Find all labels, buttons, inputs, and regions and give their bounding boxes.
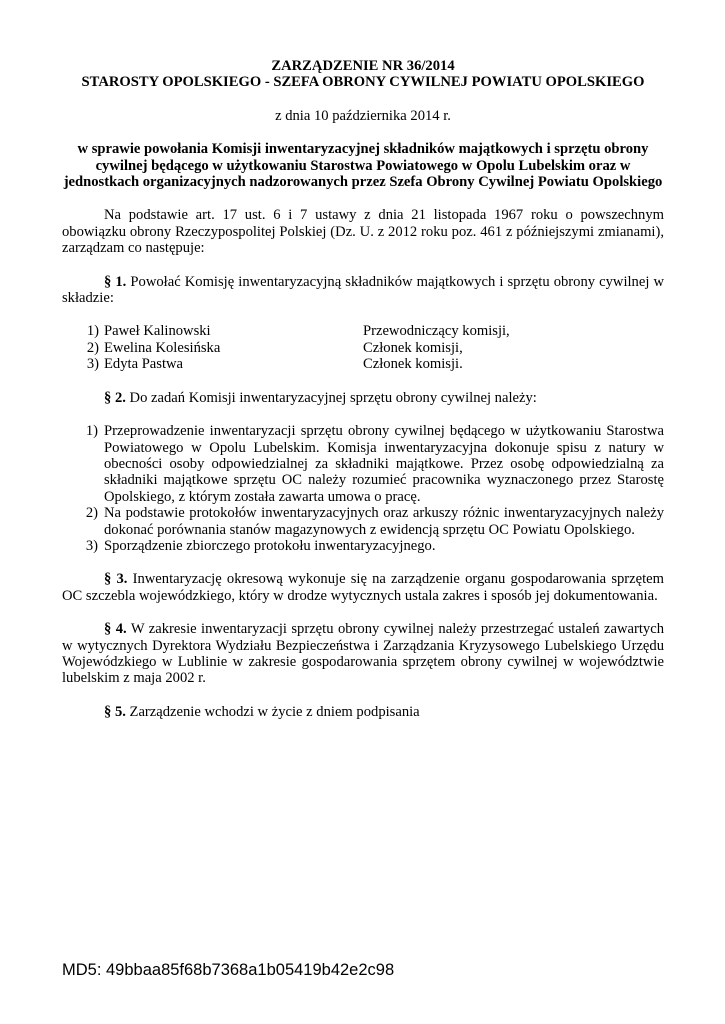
title-line-1: ZARZĄDZENIE NR 36/2014 (271, 58, 455, 74)
task-text: Sporządzenie zbiorczego protokołu inwentaryzacyjnego. (104, 537, 436, 554)
section-4 (62, 621, 664, 687)
section-2 (62, 390, 664, 406)
document-page (62, 58, 664, 720)
commission-tasks (62, 423, 664, 554)
section-4-label: § 4. (104, 621, 127, 638)
section-2-text: Do zadań Komisji inwentaryzacyjnej sprzętu obrony cywilnej należy: (125, 389, 537, 406)
committee-members (62, 323, 664, 372)
member-role: Członek komisji, (363, 339, 463, 356)
section-5-text: Zarządzenie wchodzi w życie z dniem podpisania (125, 703, 420, 720)
member-role: Przewodniczący komisji, (363, 323, 510, 340)
section-3 (62, 571, 664, 604)
task-text: Przeprowadzenie inwentaryzacji sprzętu obrony cywilnej będącego w użytkowaniu Starostwa Powiatowego w Opolu Lubelskim. Komisja inwentaryzacyjna dokonuje spisu z natury w obecności osoby odpowiedzialnej za składniki majątkowe. Przez osobę odpowiedzialną za składniki majątkowe sprzętu OC należy rozumieć pracownika wyznaczonego przez Starostę Opolskiego, z którym została zawarta umowa o pracę. (104, 423, 664, 505)
task-item (62, 505, 664, 538)
section-5 (62, 704, 664, 720)
member-row (62, 323, 664, 339)
task-text: Na podstawie protokołów inwentaryzacyjnych oraz arkuszy różnic inwentaryzacyjnych należy dokonać porównania stanów magazynowych z ewidencją sprzętu OC Powiatu Opolskiego. (104, 505, 664, 538)
member-number: 1) (86, 323, 99, 340)
section-4-text: W zakresie inwentaryzacji sprzętu obrony cywilnej należy przestrzegać ustaleń zawartych w wytycznych Dyrektora Wydziału Bezpieczeństwa i Zarządzania Kryzysowego Lubelskiego Urzędu Wojewódzkiego w Lublinie w zakresie gospodarowania sprzętem obrony cywilnej w województwie lubelskim z maja 2002 r. (62, 621, 665, 687)
section-1 (62, 274, 664, 307)
section-3-text: Inwentaryzację okresową wykonuje się na zarządzenie organu gospodarowania sprzętem OC szczebla wojewódzkiego, który w drodze wytycznych ustala zakres i sposób jej dokumentowania. (62, 571, 664, 604)
task-item (62, 423, 664, 505)
document-date: z dnia 10 października 2014 r. (275, 107, 451, 124)
preamble: Na podstawie art. 17 ust. 6 i 7 ustawy z dnia 21 listopada 1967 roku o powszechnym obowiązku obrony Rzeczypospolitej Polskiej (Dz. U. z 2012 roku poz. 461 z późniejszymi zmianami), zarządzam co następuje: (62, 207, 664, 257)
task-number: 3) (85, 537, 98, 554)
section-1-label: § 1. (104, 273, 127, 290)
member-name: Edyta Pastwa (104, 356, 184, 373)
member-name: Ewelina Kolesińska (104, 339, 221, 356)
member-row (62, 340, 664, 356)
member-number: 3) (86, 356, 99, 373)
task-number: 2) (85, 505, 98, 522)
title-line-2: STAROSTY OPOLSKIEGO - SZEFA OBRONY CYWILNEJ POWIATU OPOLSKIEGO (81, 74, 645, 91)
task-number: 1) (85, 423, 98, 440)
member-name: Paweł Kalinowski (104, 323, 211, 340)
md5-checksum: MD5: 49bbaa85f68b7368a1b05419b42e2c98 (62, 961, 395, 979)
member-row (62, 356, 664, 372)
section-1-text: Powołać Komisję inwentaryzacyjną składników majątkowych i sprzętu obrony cywilnej w składzie: (62, 273, 664, 307)
task-item (62, 538, 664, 554)
document-subject: w sprawie powołania Komisji inwentaryzacyjnej składników majątkowych i sprzętu obrony cywilnej będącego w użytkowaniu Starostwa Powiatowego w Opolu Lubelskim oraz w jednostkach organizacyjnych nadzorowanych przez Szefa Obrony Cywilnej Powiatu Opolskiego (63, 141, 663, 191)
member-role: Członek komisji. (363, 356, 463, 373)
section-2-label: § 2. (104, 389, 126, 406)
section-3-label: § 3. (104, 571, 128, 588)
section-5-label: § 5. (104, 703, 126, 720)
document-title (62, 58, 664, 91)
member-number: 2) (86, 339, 99, 356)
